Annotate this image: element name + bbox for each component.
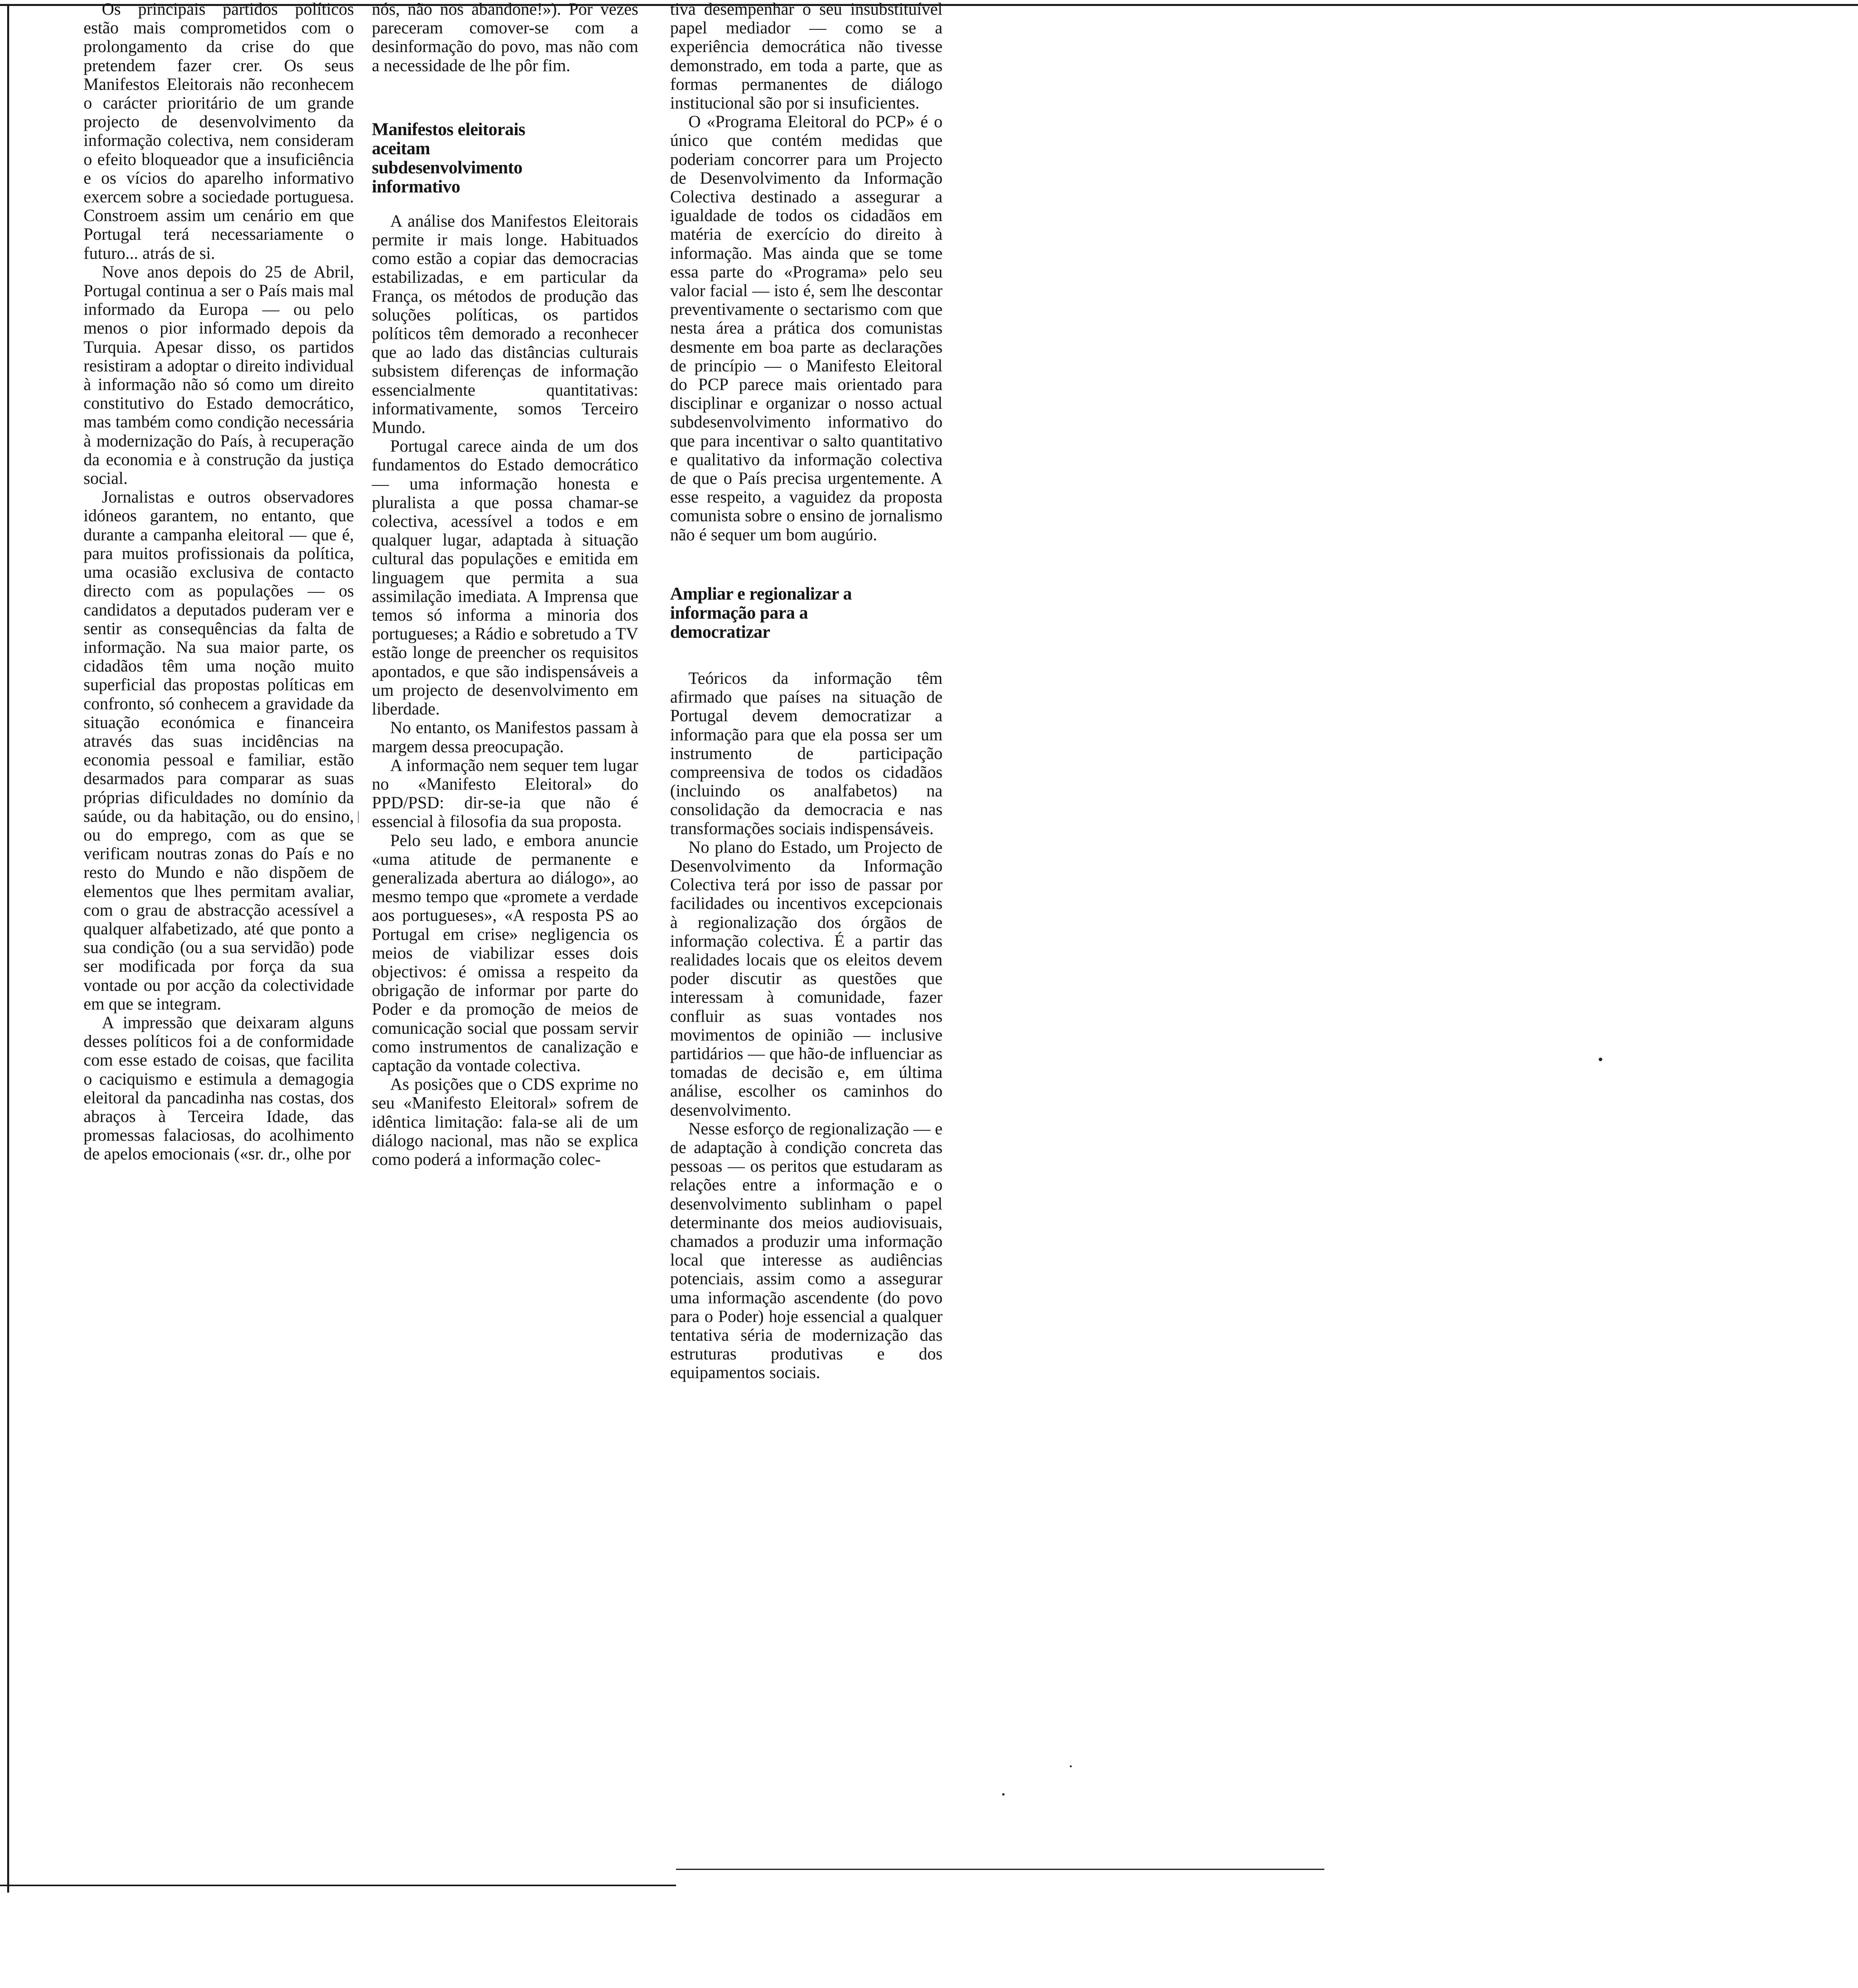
- paragraph: A informação nem sequer tem lugar no «Manifesto Eleitoral» do PPD/PSD: dir-se-ia que não é essencial à filosofia da sua proposta.: [372, 756, 638, 831]
- left-border-line: [7, 4, 9, 1893]
- paragraph: Nove anos depois do 25 de Abril, Portugal continua a ser o País mais mal informado da Europa — ou pelo menos o pior informado depois da Turquia. Apesar disso, os partidos resistiram a adoptar o direito individual à informação não só como um direito constitutivo do Estado democrático, mas também como condição necessária à modernização do País, à recuperação da economia e à construção da justiça social.: [84, 262, 354, 488]
- paragraph: No plano do Estado, um Projecto de Desenvolvimento da Informação Colectiva terá por isso de passar por facilidades ou incentivos excepcionais à regionalização dos órgãos de informação colectiva. É a partir das realidades locais que os eleitos devem poder discutir as questões que interessam à comunidade, fazer confluir as suas vontades nos movimentos de opinião — inclusive partidários — que hão-de influenciar as tomadas de decisão e, em última análise, escolher os caminhos do desenvolvimento.: [670, 838, 943, 1120]
- paragraph: nós, não nos abandone!»). Por vezes pareceram comover-se com a desinformação do povo, mas não com a necessidade de lhe pôr fim.: [372, 0, 638, 75]
- paragraph: tiva desempenhar o seu insubstituível papel mediador — como se a experiência democrática não tivesse demonstrado, em toda a parte, que as formas permanentes de diálogo institucional são por si insuficientes.: [670, 0, 943, 113]
- section-heading: Manifestos eleitorais aceitam subdesenvolvimento informativo: [372, 119, 525, 196]
- paragraph: As posições que o CDS exprime no seu «Manifesto Eleitoral» sofrem de idêntica limitação: fala-se ali de um diálogo nacional, mas não se explica como poderá a informação colec-: [372, 1075, 638, 1169]
- paragraph: O «Programa Eleitoral do PCP» é o único que contém medidas que poderiam concorrer para um Projecto de Desenvolvimento da Informação Colectiva destinado a assegurar a igualdade de todos os cidadãos em matéria de exercício do direito à informação. Mas ainda que se tome essa parte do «Programa» pelo seu valor facial — isto é, sem lhe descontar preventivamente o sectarismo com que nesta área a prática dos comunistas desmente em boa parte as declarações de princípio — o Manifesto Eleitoral do PCP parece mais orientado para disciplinar e organizar o nosso actual subdesenvolvimento informativo do que para incentivar o salto quantitativo e qualitativo da informação colectiva de que o País precisa urgentemente. A esse respeito, a vaguidez da proposta comunista sobre o ensino de jornalismo não é sequer um bom augúrio.: [670, 113, 943, 544]
- paragraph: Os principais partidos políticos estão mais comprometidos com o prolongamento da crise do que pretendem fazer crer. Os seus Manifestos Eleitorais não reconhecem o carácter prioritário de um grande projecto de desenvolvimento da informação colectiva, nem consideram o efeito bloqueador que a insuficiência e os vícios do aparelho informativo exercem sobre a sociedade portuguesa. Constroem assim um cenário em que Portugal terá necessariamente o futuro... atrás de si.: [84, 0, 354, 263]
- cut-line-right: [676, 1869, 1324, 1870]
- article-column-3: [670, 0, 943, 1382]
- paragraph: Nesse esforço de regionalização — e de adaptação à condição concreta das pessoas — os peritos que estudaram as relações entre a informação e o desenvolvimento sublinham o papel determinante dos meios audiovisuais, chamados a produzir uma informação local que interesse as audiências potenciais, assim como a assegurar uma informação ascendente (do povo para o Poder) hoje essencial a qualquer tentativa séria de modernização das estruturas produtivas e dos equipamentos sociais.: [670, 1119, 943, 1382]
- paragraph: A impressão que deixaram alguns desses políticos foi a de conformidade com esse estado de coisas, que facilita o caciquismo e estimula a demagogia eleitoral da pancadinha nas costas, dos abraços à Terceira Idade, das promessas falaciosas, do acolhimento de apelos emocionais («sr. dr., olhe por: [84, 1013, 354, 1164]
- scan-speck: [1070, 1765, 1072, 1767]
- paragraph: Jornalistas e outros observadores idóneos garantem, no entanto, que durante a campanha eleitoral — que é, para muitos profissionais da política, uma ocasião exclusiva de contacto directo com as populações — os candidatos a deputados puderam ver e sentir as consequências da falta de informação. Na sua maior parte, os cidadãos têm uma noção muito superficial das propostas políticas em confronto, só conhecem a gravidade da situação económica e financeira através das suas incidências na economia pessoal e familiar, estão desarmados para comparar as suas próprias dificuldades no domínio da saúde, ou da habitação, ou do ensino, ou do emprego, com as que se verificam noutras zonas do País e no resto do Mundo e não dispõem de elementos que lhes permitam avaliar, com o grau de abstracção acessível a qualquer alfabetizado, até que ponto a sua condição (ou a sua servidão) pode ser modificada por força da sua vontade ou por acção da colectividade em que se integram.: [84, 488, 354, 1013]
- paragraph: No entanto, os Manifestos passam à margem dessa preocupação.: [372, 718, 638, 756]
- article-column-1: [84, 0, 354, 1164]
- paragraph: Portugal carece ainda de um dos fundamentos do Estado democrático — uma informação honesta e pluralista a que possa chamar-se colectiva, acessível a todos e em qualquer lugar, adaptada à situação cultural das populações e emitida em linguagem que permita a sua assimilação imediata. A Imprensa que temos só informa a minoria dos portugueses; a Rádio e sobretudo a TV estão longe de preencher os requisitos apontados, e que são indispensáveis a um projecto de desenvolvimento em liberdade.: [372, 437, 638, 719]
- paragraph: A análise dos Manifestos Eleitorais permite ir mais longe. Habituados como estão a copiar das democracias estabilizadas, e em particular da França, os métodos de produção das soluções políticas, os partidos políticos têm demorado a reconhecer que ao lado das distâncias culturais subsistem diferenças de informação essencialmente quantitativas: informativamente, somos Terceiro Mundo.: [372, 212, 638, 437]
- cut-line-left: [0, 1885, 676, 1886]
- paragraph: Teóricos da informação têm afirmado que países na situação de Portugal devem democratizar a informação para que ela possa ser um instrumento de participação compreensiva de todos os cidadãos (incluindo os analfabetos) na consolidação da democracia e nas transformações sociais indispensáveis.: [670, 669, 943, 838]
- scan-speck: [1002, 1793, 1005, 1796]
- paragraph: Pelo seu lado, e embora anuncie «uma atitude de permanente e generalizada abertura ao diálogo», ao mesmo tempo que «promete a verdade aos portugueses», «A resposta PS ao Portugal em crise» negligencia os meios de viabilizar esses dois objectivos: é omissa a respeito da obrigação de informar por parte do Poder e da promoção de meios de comunicação social que possam servir como instrumentos de canalização e captação da vontade colectiva.: [372, 831, 638, 1075]
- article-column-2: [372, 0, 638, 1169]
- scan-speck: [1599, 1058, 1602, 1061]
- section-heading: Ampliar e regionalizar a informação para a democratizar: [670, 583, 852, 642]
- column-divider-rule: [358, 811, 359, 823]
